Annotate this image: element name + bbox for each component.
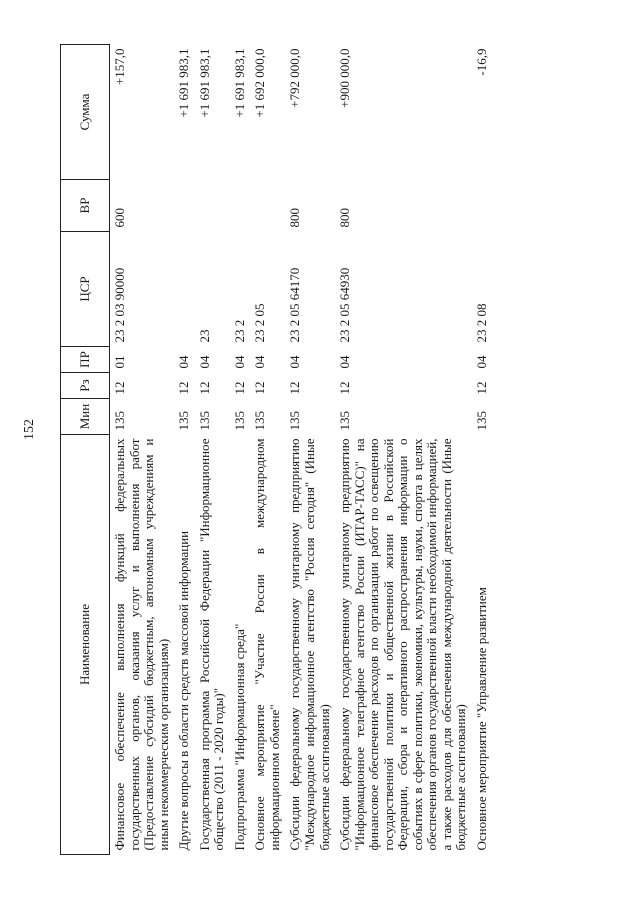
row-vr: 600 [112, 208, 127, 228]
row-pr: 04 [287, 355, 303, 369]
row-rz: 12 [196, 381, 212, 395]
row-min: 135 [231, 411, 247, 431]
row-sum: +900 000,0 [337, 48, 353, 108]
row-rz: 12 [252, 381, 268, 395]
row-pr: 04 [196, 355, 212, 369]
row-vr: 800 [287, 208, 303, 228]
row-csr: 23 2 05 [252, 303, 268, 343]
row-rz: 12 [474, 381, 490, 395]
row-vr [195, 180, 230, 232]
row-pr: 04 [252, 355, 268, 369]
row-name: Субсидии федеральному государственному унитарному предприятию "Международное информационное агентство "Россия сегодня" (Иные бюджетные ассигнования) [287, 438, 332, 851]
row-rz: 12 [231, 381, 247, 395]
row-min: 135 [112, 411, 127, 431]
row-vr: 800 [337, 208, 353, 228]
row-vr [250, 180, 285, 232]
row-csr: 23 2 05 64170 [287, 267, 303, 343]
table-row [285, 45, 335, 855]
row-csr: 23 2 [231, 319, 247, 343]
table-row [195, 45, 230, 855]
row-vr [230, 180, 251, 232]
row-vr [174, 180, 195, 232]
row-vr [472, 180, 493, 232]
row-min: 135 [287, 411, 303, 431]
row-pr: 04 [176, 355, 192, 369]
row-pr: 04 [231, 355, 247, 369]
table-row [250, 45, 285, 855]
budget-table [60, 44, 493, 855]
row-name: Государственная программа Российской Федерации "Информационное общество (2011 - 2020 годы)" [196, 438, 227, 851]
row-rz: 12 [176, 381, 192, 395]
row-sum: +1 691 983,1 [196, 48, 212, 118]
row-csr: 23 2 08 [474, 303, 490, 343]
header-vr: ВР [61, 180, 110, 232]
row-pr: 01 [112, 355, 127, 369]
row-sum: +1 692 000,0 [252, 48, 268, 118]
row-rz: 12 [112, 381, 127, 395]
budget-table-sheet [60, 45, 635, 855]
header-min: Мин [61, 399, 110, 435]
header-sum: Сумма [61, 45, 110, 180]
row-min: 135 [176, 411, 192, 431]
header-name: Наименование [61, 435, 110, 855]
row-rz: 12 [287, 381, 303, 395]
row-sum: +157,0 [112, 48, 127, 86]
row-min: 135 [337, 411, 353, 431]
row-min: 135 [252, 411, 268, 431]
row-csr [174, 232, 195, 347]
header-rz: Рз [61, 373, 110, 399]
header-csr: ЦСР [61, 232, 110, 347]
table-row [472, 45, 493, 855]
row-csr: 23 [196, 329, 212, 343]
row-name: Подпрограмма "Информационная среда" [231, 623, 247, 851]
row-min: 135 [196, 411, 212, 431]
row-name: Финансовое обеспечение выполнения функций федеральных государственных органов, оказания услуг и выполнения работ (Предоставление субсидий бюджетным, автономным учреждениям и иным некоммерческим организациям) [112, 438, 171, 851]
row-sum: +1 691 983,1 [231, 48, 247, 118]
table-row [174, 45, 195, 855]
header-pr: ПР [61, 347, 110, 373]
row-sum: +1 691 983,1 [176, 48, 192, 118]
table-row [230, 45, 251, 855]
row-name: Основное мероприятие "Участие России в международном информационном обмене" [252, 438, 282, 851]
row-name: Другие вопросы в области средств массовой информации [176, 530, 192, 851]
row-name: Основное мероприятие "Управление развитием [474, 587, 490, 851]
row-min: 135 [474, 411, 490, 431]
row-sum: +792 000,0 [287, 48, 303, 108]
page-number: 152 [22, 419, 37, 440]
row-csr: 23 2 03 90000 [112, 267, 127, 343]
table-header [61, 45, 110, 855]
row-pr: 04 [474, 355, 490, 369]
table-row [335, 45, 472, 855]
row-rz: 12 [337, 381, 353, 395]
row-name: Субсидии федеральному государственному унитарному предприятию "Информационное телеграфное агентство России (ИТАР-ТАСС)" на финансовое обеспечение расходов по организации работ по освещению государственной политики и общественной жизни в Российской Федерации, сбора и оперативного распространения информации о событиях в сфере политики, экономики, культуры, науки, спорта в целях обеспечения органов государственной власти необходимой информацией, а также расходов для обеспечения международной деятельности (Иные бюджетные ассигнования) [337, 438, 469, 851]
table-row [110, 45, 175, 855]
row-sum: -16,9 [474, 48, 490, 76]
row-csr: 23 2 05 64930 [337, 267, 353, 343]
row-pr: 04 [337, 355, 353, 369]
